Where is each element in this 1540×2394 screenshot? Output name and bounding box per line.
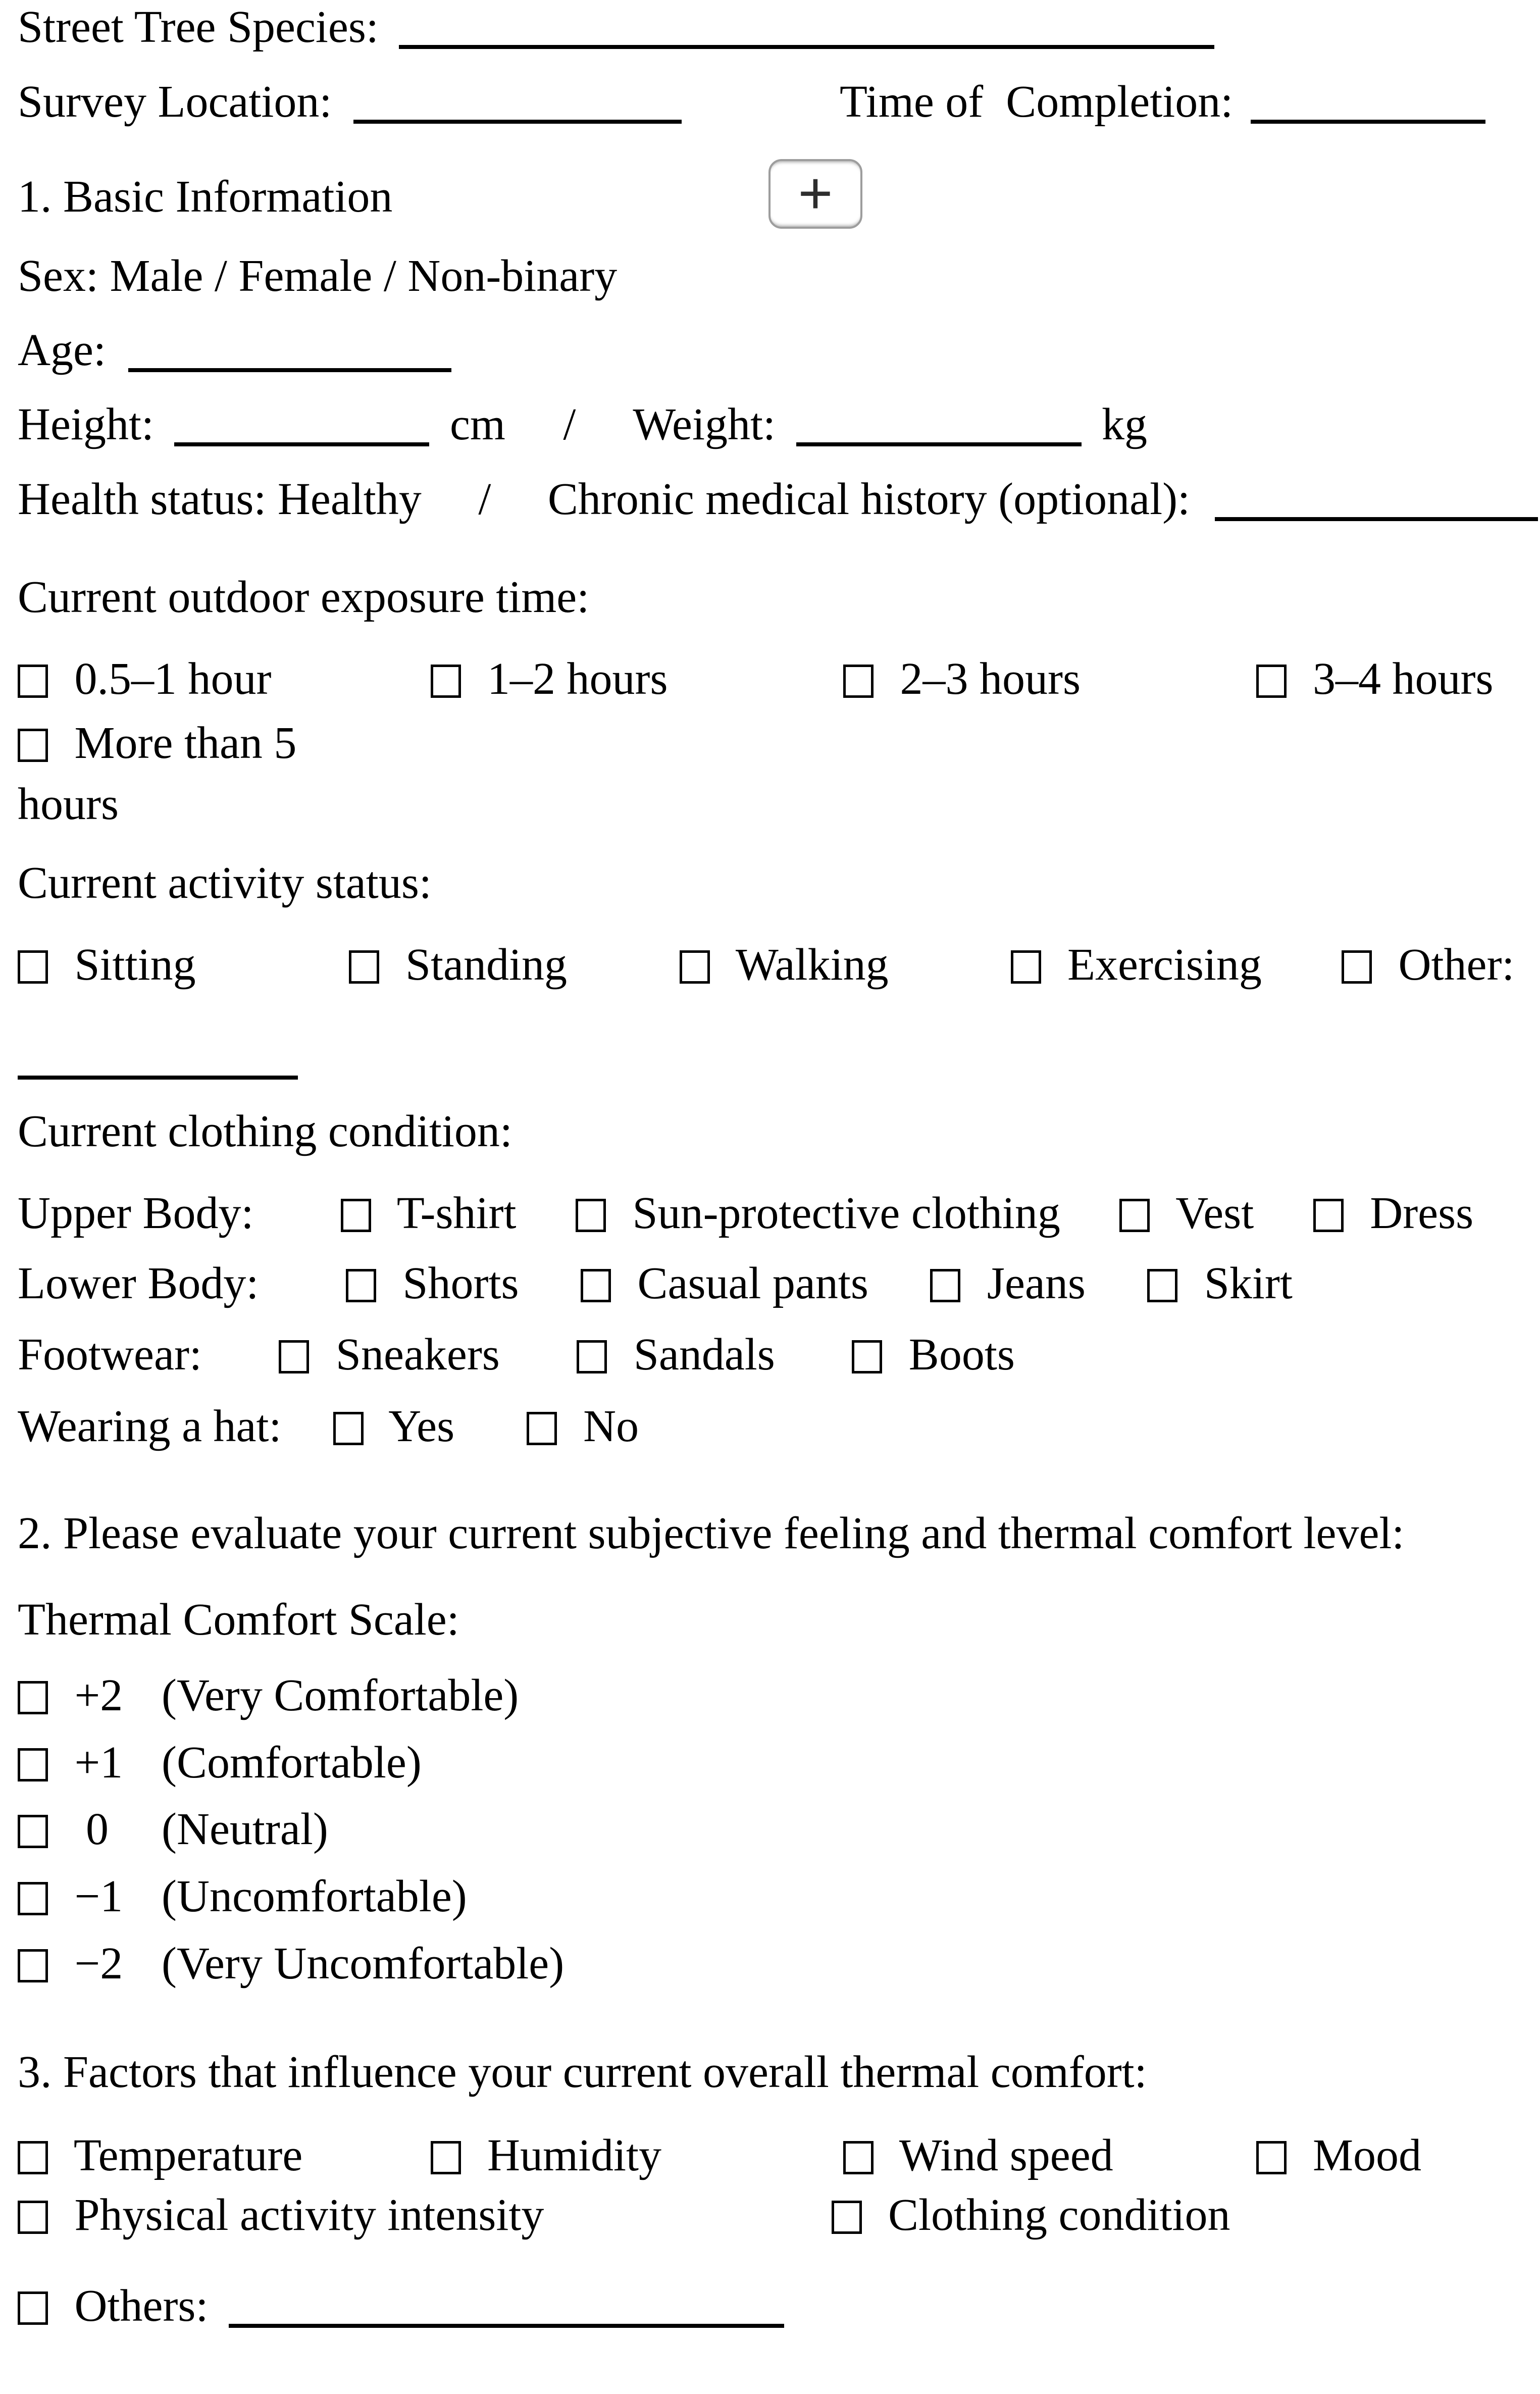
clothing-heading-text: Current clothing condition: (18, 1106, 512, 1156)
scale-option-row (18, 1670, 519, 1720)
chronic-history-field[interactable] (1215, 515, 1538, 521)
height-weight-separator: / (563, 399, 576, 449)
footwear-sandals-checkbox[interactable] (577, 1340, 607, 1373)
exposure-option-label: 2–3 hours (900, 654, 1081, 704)
scale-option-value: 0 (74, 1804, 109, 1854)
scale-heading (18, 1597, 459, 1643)
health-separator: / (478, 474, 491, 524)
footwear-boots-checkbox[interactable] (852, 1340, 882, 1373)
street-tree-species-field[interactable] (399, 43, 1214, 49)
factors-row-2 (18, 2190, 1230, 2240)
scale-option-row (18, 1804, 328, 1854)
activity-sitting-checkbox[interactable] (18, 950, 48, 984)
upper-body-row (18, 1188, 1474, 1238)
scale-option-row (18, 1871, 467, 1921)
lower-shorts-checkbox[interactable] (346, 1269, 376, 1302)
activity-other-field-row (18, 1035, 298, 1081)
factor-option-label: Physical activity intensity (74, 2190, 544, 2240)
exposure-option (843, 656, 1245, 702)
section1-heading-text: 1. Basic Information (18, 172, 393, 222)
hat-yes-checkbox[interactable] (333, 1412, 364, 1445)
scale-plus1-checkbox[interactable] (18, 1748, 48, 1781)
footwear-row (18, 1332, 1015, 1378)
exposure-option-label: 3–4 hours (1313, 654, 1494, 704)
weight-label: Weight: (633, 399, 776, 449)
footwear-option-label: Sandals (633, 1330, 775, 1380)
upper-vest-checkbox[interactable] (1119, 1199, 1150, 1232)
section1-heading (18, 174, 392, 220)
activity-other-checkbox[interactable] (1342, 950, 1372, 984)
footwear-option (279, 1330, 511, 1380)
height-field[interactable] (174, 440, 429, 446)
cm-label: cm (449, 399, 505, 449)
sex-line-text: Sex: Male / Female / Non-binary (18, 251, 618, 301)
others-field[interactable] (229, 2322, 784, 2328)
footwear-option-label: Sneakers (335, 1330, 500, 1380)
hat-option-label: No (583, 1401, 639, 1451)
exposure-option (18, 656, 419, 702)
upper-dress-checkbox[interactable] (1313, 1199, 1344, 1232)
activity-option-label: Standing (405, 940, 568, 990)
kg-label: kg (1102, 399, 1148, 449)
activity-option-label: Exercising (1067, 940, 1262, 990)
lower-option (1147, 1258, 1293, 1308)
survey-location-row (18, 79, 682, 125)
scale-option-desc: (Uncomfortable) (162, 1871, 467, 1921)
activity-heading-text: Current activity status: (18, 858, 432, 908)
footwear-option (577, 1330, 786, 1380)
scale-option-desc: (Neutral) (162, 1804, 328, 1854)
factor-clothing-condition-checkbox[interactable] (832, 2201, 862, 2234)
factor-option (18, 2130, 419, 2180)
scale-zero-checkbox[interactable] (18, 1815, 48, 1848)
lower-option (581, 1258, 880, 1308)
upper-option-label: Vest (1175, 1188, 1254, 1238)
factor-option (843, 2130, 1245, 2180)
upper-sun-protective-checkbox[interactable] (576, 1199, 606, 1232)
hat-option (333, 1401, 466, 1451)
activity-option (1342, 940, 1514, 990)
upper-option (1313, 1188, 1473, 1238)
scale-option-value: −1 (74, 1871, 123, 1921)
factor-others-checkbox[interactable] (18, 2291, 48, 2325)
upper-option (576, 1188, 1071, 1238)
survey-location-label: Survey Location: (18, 77, 332, 127)
footwear-label: Footwear: (18, 1330, 202, 1380)
lower-body-row (18, 1258, 1293, 1308)
exposure-options-row (18, 656, 1540, 702)
footwear-option-label: Boots (908, 1330, 1015, 1380)
footwear-option (852, 1330, 1015, 1380)
factor-option (1256, 2130, 1422, 2180)
footwear-sneakers-checkbox[interactable] (279, 1340, 309, 1373)
factor-option (18, 2190, 820, 2240)
lower-skirt-checkbox[interactable] (1147, 1269, 1177, 1302)
lower-body-label: Lower Body: (18, 1258, 259, 1308)
hat-option (527, 1401, 639, 1451)
exposure-heading-text: Current outdoor exposure time: (18, 572, 590, 622)
upper-option-label: Dress (1370, 1188, 1474, 1238)
exposure-option-label: 0.5–1 hour (74, 654, 272, 704)
activity-option (680, 942, 999, 988)
exposure-option-label: 1–2 hours (487, 654, 668, 704)
survey-location-field[interactable] (353, 118, 682, 124)
factor-humidity-checkbox[interactable] (431, 2141, 461, 2174)
scale-option-row (18, 1939, 564, 1989)
lower-casual-pants-checkbox[interactable] (581, 1269, 611, 1302)
activity-standing-checkbox[interactable] (349, 950, 379, 984)
hat-label: Wearing a hat: (18, 1401, 282, 1451)
factor-wind-speed-checkbox[interactable] (843, 2141, 874, 2174)
lower-option-label: Casual pants (637, 1258, 868, 1308)
time-of-completion-field[interactable] (1251, 118, 1485, 124)
lower-option-label: Shorts (402, 1258, 519, 1308)
scale-minus1-checkbox[interactable] (18, 1882, 48, 1915)
activity-heading (18, 860, 432, 906)
lower-option-label: Jeans (987, 1258, 1086, 1308)
activity-exercising-checkbox[interactable] (1011, 950, 1041, 984)
activity-option-label: Sitting (74, 940, 196, 990)
upper-tshirt-checkbox[interactable] (341, 1199, 371, 1232)
factor-option-label: Humidity (487, 2130, 662, 2180)
scale-option-value: −2 (74, 1939, 123, 1989)
activity-option-label: Walking (735, 940, 889, 990)
others-row (18, 2283, 784, 2329)
factor-option-label: Mood (1313, 2130, 1422, 2180)
age-field[interactable] (128, 366, 451, 372)
activity-option-label: Other: (1398, 940, 1515, 990)
section3-heading-text: 3. Factors that influence your current overall thermal comfort: (18, 2047, 1147, 2097)
exposure-option (1256, 656, 1540, 702)
factor-physical-activity-checkbox[interactable] (18, 2201, 48, 2234)
title-row (18, 2, 1214, 52)
age-label: Age: (18, 325, 106, 375)
others-label: Others: (74, 2281, 209, 2331)
lower-option (346, 1258, 530, 1308)
clothing-heading (18, 1106, 512, 1156)
factor-option-label: Temperature (73, 2130, 303, 2180)
exposure-heading (18, 572, 590, 622)
health-status-row (18, 474, 1538, 524)
scale-option-desc: (Very Uncomfortable) (162, 1939, 564, 1989)
section2-heading (18, 1508, 1405, 1558)
expand-button[interactable] (768, 159, 862, 229)
sex-line (18, 253, 617, 299)
plus-icon: + (798, 160, 833, 227)
exposure-1-2-checkbox[interactable] (431, 665, 461, 698)
upper-option (341, 1188, 528, 1238)
upper-body-label: Upper Body: (18, 1188, 254, 1238)
factors-row-1 (18, 2130, 1422, 2180)
factor-option (832, 2190, 1230, 2240)
scale-option-desc: (Comfortable) (162, 1738, 422, 1788)
chronic-history-label: Chronic medical history (optional): (547, 474, 1191, 524)
activity-walking-checkbox[interactable] (680, 950, 710, 984)
scale-heading-text: Thermal Comfort Scale: (18, 1595, 459, 1645)
time-of-completion-label: Time of Completion: (840, 77, 1234, 127)
section3-heading (18, 2047, 1147, 2097)
height-label: Height: (18, 399, 154, 449)
activity-option (349, 942, 669, 988)
factor-mood-checkbox[interactable] (1256, 2141, 1287, 2174)
health-status-label: Health status: Healthy (18, 474, 422, 524)
factor-option (431, 2130, 832, 2180)
factor-temperature-checkbox[interactable] (18, 2141, 48, 2174)
upper-option-label: T-shirt (396, 1188, 517, 1238)
hat-row (18, 1401, 639, 1451)
scale-option-value: +1 (74, 1738, 123, 1788)
scale-option-value: +2 (74, 1670, 123, 1720)
lower-jeans-checkbox[interactable] (930, 1269, 960, 1302)
scale-option-desc: (Very Comfortable) (162, 1670, 519, 1720)
activity-other-field[interactable] (18, 1074, 298, 1080)
factor-option-label: Wind speed (899, 2130, 1113, 2180)
scale-plus2-checkbox[interactable] (18, 1681, 48, 1714)
exposure-more-wrap-row (18, 779, 119, 829)
scale-option-row (18, 1740, 422, 1786)
lower-option-label: Skirt (1204, 1258, 1293, 1308)
weight-field[interactable] (796, 440, 1082, 446)
scale-minus2-checkbox[interactable] (18, 1949, 48, 1982)
age-row (18, 325, 451, 375)
exposure-more-label: More than 5 (74, 718, 297, 768)
exposure-more-than-5-checkbox[interactable] (18, 729, 48, 762)
street-tree-species-label: Street Tree Species: (18, 2, 379, 52)
exposure-option (431, 656, 832, 702)
upper-option-label: Sun-protective clothing (632, 1188, 1060, 1238)
activity-option (18, 942, 337, 988)
factor-option-label: Clothing condition (888, 2190, 1230, 2240)
exposure-more-wrap-label: hours (18, 779, 119, 829)
upper-option (1119, 1188, 1265, 1238)
exposure-more-row (18, 718, 297, 768)
section2-heading-text: 2. Please evaluate your current subjective feeling and thermal comfort level: (18, 1508, 1405, 1558)
lower-option (930, 1258, 1097, 1308)
activity-options-row (18, 942, 1514, 988)
time-of-completion-row (840, 79, 1485, 125)
exposure-3-4-checkbox[interactable] (1256, 665, 1287, 698)
activity-option (1011, 942, 1330, 988)
exposure-0.5-1-checkbox[interactable] (18, 665, 48, 698)
exposure-2-3-checkbox[interactable] (843, 665, 874, 698)
hat-option-label: Yes (388, 1401, 455, 1451)
hat-no-checkbox[interactable] (527, 1412, 557, 1445)
height-weight-row (18, 399, 1148, 449)
